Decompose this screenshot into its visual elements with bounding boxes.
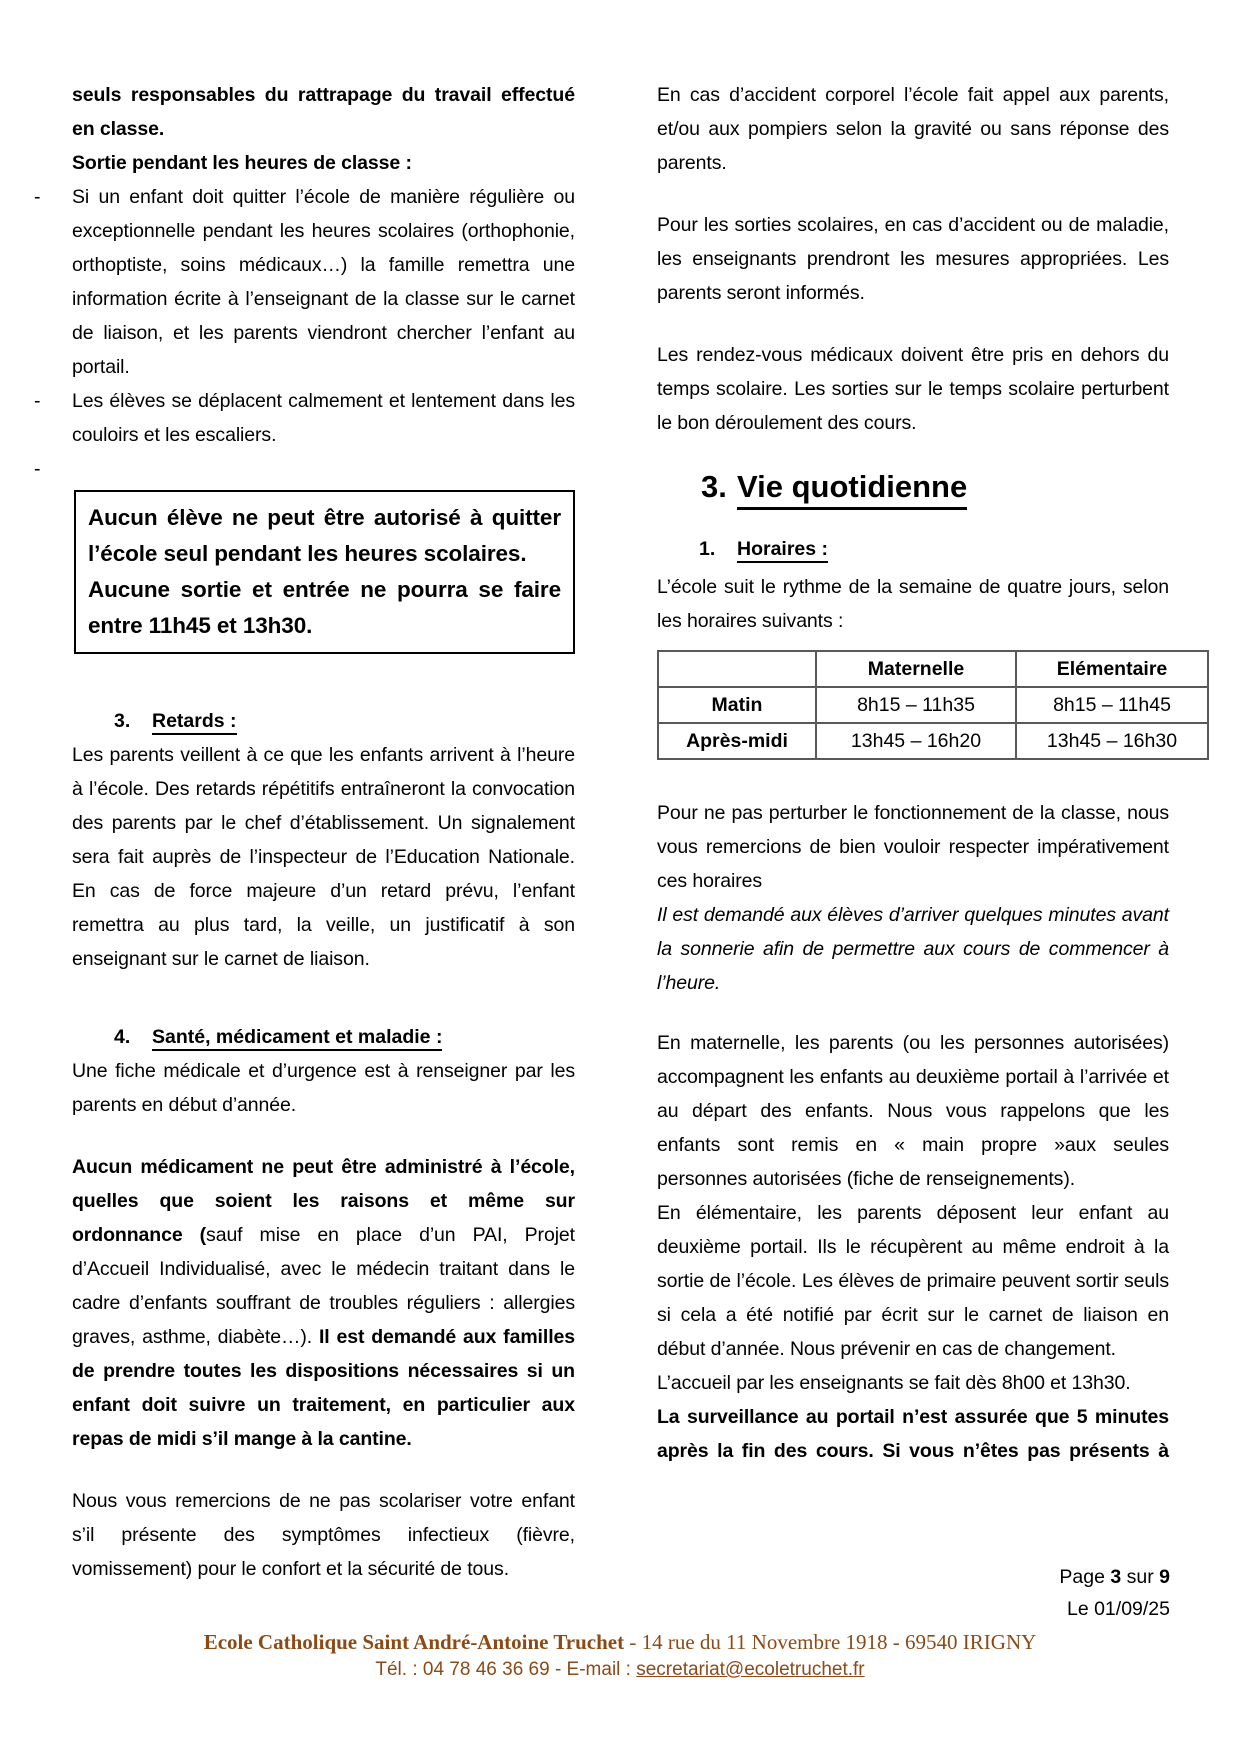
- section-heading-retards: [72, 704, 575, 738]
- table-cell: 8h15 – 11h35: [816, 687, 1016, 723]
- surveillance-paragraph: La surveillance au portail n’est assurée que 5 minutes après la fin des cours. Si vous n’êtes pas présents à: [657, 1406, 1169, 1462]
- school-address: - 14 rue du 11 Novembre 1918 - 69540 IRIGNY: [624, 1630, 1037, 1654]
- dash-bullet: -: [34, 186, 41, 208]
- page-number-prefix: Page: [1059, 1566, 1111, 1588]
- maternelle-paragraph: En maternelle, les parents (ou les personnes autorisées) accompagnent les enfants au deuxième portail à l’arrivée et au départ des enfants. Nous vous rappelons que les enfants sont remis en « main propre »aux seules personnes autorisées (fiche de renseignements).: [657, 1032, 1169, 1190]
- intro-paragraph: seuls responsables du rattrapage du travail effectué en classe.: [72, 84, 575, 140]
- sortie-heading: Sortie pendant les heures de classe :: [72, 152, 412, 174]
- medicament-bold-start: Aucun médicament ne peut être administré à l’école, quelles que soient les raisons et même sur ordonnance (: [72, 1156, 575, 1246]
- table-header-cell: Elémentaire: [1016, 651, 1208, 687]
- contact-phone: Tél. : 04 78 46 36 69 - E-mail :: [375, 1659, 637, 1680]
- page-number-total: 9: [1159, 1566, 1170, 1588]
- dash-bullet: -: [34, 390, 41, 412]
- footer-school-line: [0, 1630, 1240, 1655]
- section-heading-horaires: [657, 532, 1169, 566]
- rdv-paragraph: Les rendez-vous médicaux doivent être pris en dehors du temps scolaire. Les sorties sur le temps scolaire perturbent le bon déroulement des cours.: [657, 344, 1169, 434]
- page-number-middle: sur: [1121, 1566, 1160, 1588]
- horaires-intro-paragraph: L’école suit le rythme de la semaine de quatre jours, selon les horaires suivants :: [657, 576, 1169, 632]
- elementaire-paragraph: En élémentaire, les parents déposent leur enfant au deuxième portail. Ils le récupèrent au même endroit à la sortie de l’école. Les élèves de primaire peuvent sortir seuls si cela a été notifié par écrit sur le carnet de liaison en début d’année. Nous prévenir en cas de changement.: [657, 1202, 1169, 1360]
- table-cell: 8h15 – 11h45: [1016, 687, 1208, 723]
- table-row-header: Après-midi: [658, 723, 816, 759]
- list-item: [34, 384, 575, 452]
- page-number-current: 3: [1110, 1566, 1122, 1588]
- schedule-table: [657, 650, 1209, 760]
- section-title: Horaires :: [737, 538, 828, 563]
- sante-intro-paragraph: Une fiche médicale et d’urgence est à renseigner par les parents en début d’année.: [72, 1060, 575, 1116]
- list-item-empty: [34, 452, 575, 486]
- list-item-text: Les élèves se déplacent calmement et lentement dans les couloirs et les escaliers.: [72, 390, 575, 446]
- closing-paragraph: Nous vous remercions de ne pas scolariser votre enfant s’il présente des symptômes infectieux (fièvre, vomissement) pour le confort et la sécurité de tous.: [72, 1490, 575, 1580]
- section-heading-vie-quotidienne: [657, 464, 1169, 510]
- section-number: 1.: [699, 538, 716, 560]
- list-item: [34, 180, 575, 384]
- section-title: Vie quotidienne: [737, 469, 967, 510]
- table-row: [658, 687, 1208, 723]
- notice-box: [74, 490, 575, 654]
- section-heading-sante: [72, 1020, 575, 1054]
- left-column: [34, 78, 575, 1586]
- medicament-normal: sauf mise en place d’un PAI, Projet d’Accueil Individualisé, avec le médecin traitant dans le cadre d’enfants souffrant de troubles réguliers : allergies graves, asthme, diabète…).: [72, 1224, 575, 1348]
- table-row: [658, 651, 1208, 687]
- footer-contact-line: [0, 1659, 1240, 1681]
- right-column: [657, 78, 1178, 1468]
- notice-box-text: Aucun élève ne peut être autorisé à quitter l’école seul pendant les heures scolaires.: [88, 505, 561, 566]
- notice-box-text: Aucune sortie et entrée ne pourra se faire entre 11h45 et 13h30.: [88, 577, 561, 638]
- medicament-paragraph: [72, 1150, 575, 1456]
- accident-paragraph: En cas d’accident corporel l’école fait appel aux parents, et/ou aux pompiers selon la gravité ou sans réponse des parents.: [657, 84, 1169, 174]
- table-row: [658, 723, 1208, 759]
- section-number: 4.: [114, 1026, 131, 1048]
- section-number: 3.: [114, 710, 131, 732]
- document-date: Le 01/09/25: [1066, 1598, 1170, 1620]
- section-number: 3.: [701, 469, 727, 504]
- table-cell: 13h45 – 16h30: [1016, 723, 1208, 759]
- section-title: Retards :: [152, 710, 237, 735]
- table-header-cell: [658, 651, 816, 687]
- dash-bullet: -: [34, 458, 41, 480]
- page-number: [1059, 1566, 1170, 1589]
- table-cell: 13h45 – 16h20: [816, 723, 1016, 759]
- section-title: Santé, médicament et maladie :: [152, 1026, 442, 1051]
- medicament-bold-end: Il est demandé aux familles de prendre toutes les dispositions nécessaires si un enfant doit suivre un traitement, en particulier aux repas de midi s’il mange à la cantine.: [72, 1326, 575, 1450]
- school-name: Ecole Catholique Saint André-Antoine Truchet: [203, 1630, 625, 1654]
- retards-paragraph: Les parents veillent à ce que les enfants arrivent à l’heure à l’école. Des retards répétitifs entraîneront la convocation des parents par le chef d’établissement. Un signalement sera fait auprès de l’inspecteur de l’Education Nationale. En cas de force majeure d’un retard prévu, l’enfant remettra au plus tard, la veille, un justificatif à son enseignant sur le carnet de liaison.: [72, 744, 575, 970]
- list-item-text: Si un enfant doit quitter l’école de manière régulière ou exceptionnelle pendant les heures scolaires (orthophonie, orthoptiste, soins médicaux…) la famille remettra une information écrite à l’enseignant de la classe sur le carnet de liaison, et les parents viendront chercher l’enfant au portail.: [72, 186, 575, 378]
- table-header-cell: Maternelle: [816, 651, 1016, 687]
- table-row-header: Matin: [658, 687, 816, 723]
- email-link[interactable]: secretariat@ecoletruchet.fr: [636, 1659, 865, 1680]
- respect-horaires-paragraph: Pour ne pas perturber le fonctionnement de la classe, nous vous remercions de bien vouloir respecter impérativement ces horaires: [657, 802, 1169, 892]
- italic-note-paragraph: Il est demandé aux élèves d’arriver quelques minutes avant la sonnerie afin de permettre aux cours de commencer à l’heure.: [657, 904, 1169, 994]
- sorties-paragraph: Pour les sorties scolaires, en cas d’accident ou de maladie, les enseignants prendront les mesures appropriées. Les parents seront informés.: [657, 214, 1169, 304]
- accueil-paragraph: L’accueil par les enseignants se fait dès 8h00 et 13h30.: [657, 1372, 1131, 1394]
